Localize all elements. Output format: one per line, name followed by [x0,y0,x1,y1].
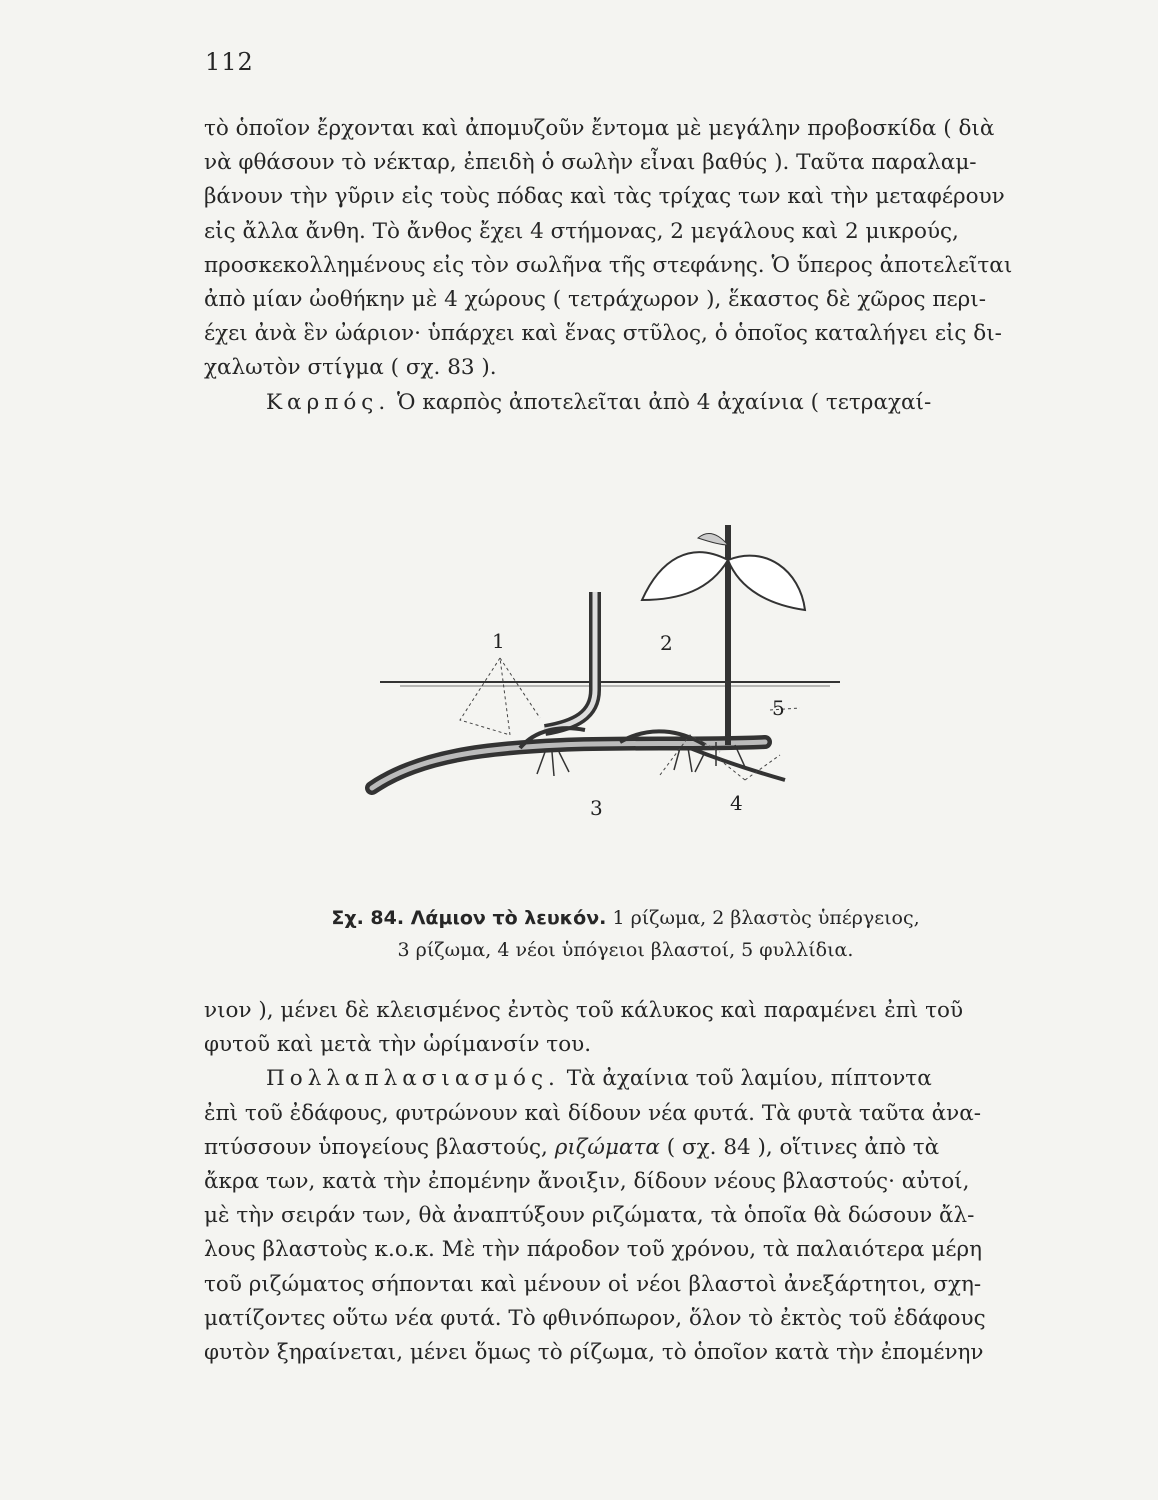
text-line: ἄκρα των, κατὰ τὴν ἐπομένην ἄνοιξιν, δίδουν νέους βλαστούς· αὐτοί, [204,1169,970,1195]
text-line: τοῦ ριζώματος σήπονται καὶ μένουν οἱ νέοι βλαστοὶ ἀνεξάρτητοι, σχη- [204,1271,982,1297]
text-line [204,1131,1047,1165]
leader-lines [460,658,800,780]
propagation-heading: Πολλαπλασιασμός. [266,1066,560,1092]
text-line: ἀπὸ μίαν ὠοθήκην μὲ 4 χώρους ( τετράχωρον ), ἕκαστος δὲ χῶρος περι- [204,287,986,313]
leaf [728,556,805,610]
figure-label-4: 4 [730,791,743,815]
line-segment: ( σχ. 84 ), οἵτινες ἀπὸ τὰ [666,1134,940,1160]
figure-label-1: 1 [492,629,505,653]
fruit-heading: Καρπός. [266,389,391,415]
text-line: λους βλαστοὺς κ.ο.κ. Μὲ τὴν πάροδον τοῦ χρόνου, τὰ παλαιότερα μέρη [204,1237,982,1263]
propagation-line1: Τὰ ἀχαίνια τοῦ λαμίου, πίπτοντα [566,1066,932,1092]
caption-line1-text: 1 ρίζωμα, 2 βλαστὸς ὑπέργειος, [612,907,920,929]
text-line: φυτοῦ καὶ μετὰ τὴν ὡρίμανσίν του. [204,1032,592,1058]
text-line: νὰ φθάσουν τὸ νέκταρ, ἐπειδὴ ὁ σωλὴν εἶναι βαθύς ). Ταῦτα παραλαμ- [204,150,977,176]
text-block-top [204,112,1047,420]
caption-prefix: Σχ. 84. Λάμιον τὸ λευκόν. [331,907,607,929]
leaf [642,552,728,600]
caption-line-2: 3 ρίζωμα, 4 νέοι ὑπόγειοι βλαστοί, 5 φυλλίδια. [397,939,854,961]
text-line: εἰς ἄλλα ἄνθη. Τὸ ἄνθος ἔχει 4 στήμονας, 2 μεγάλους καὶ 2 μικρούς, [204,218,959,244]
caption-line-1 [204,902,1047,934]
text-line: έχει ἀνὰ ἓν ὠάριον· ὑπάρχει καὶ ἕνας στῦλος, ὁ ὁποῖος καταλήγει εἰς δι- [204,321,1002,347]
text-line: προσκεκολλημένους εἰς τὸν σωλῆνα τῆς στεφάνης. Ὁ ὕπερος ἀποτελεῖται [204,252,1013,278]
text-line: φυτὸν ξηραίνεται, μένει ὅμως τὸ ρίζωμα, τὸ ὁποῖον κατὰ τὴν ἐπομένην [204,1340,984,1366]
text-line: ἐπὶ τοῦ ἐδάφους, φυτρώνουν καὶ δίδουν νέα φυτά. Τὰ φυτὰ ταῦτα ἀνα- [204,1100,982,1126]
figure-label-3: 3 [590,796,603,820]
text-line: χαλωτὸν στίγμα ( σχ. 83 ). [204,355,497,381]
fruit-text: Ὁ καρπὸς ἀποτελεῖται ἀπὸ 4 ἀχαίνια ( τετραχαί- [397,389,932,415]
text-block-bottom [204,994,1047,1370]
emphasis-term: ριζώματα [554,1134,660,1160]
rhizome-main [372,742,765,788]
text-line: τὸ ὁποῖον ἔρχονται καὶ ἀπομυζοῦν ἔντομα μὲ μεγάλην προβοσκίδα ( διὰ [204,116,995,141]
line-segment: πτύσσουν ὑπογείους βλαστούς, [204,1134,548,1160]
figure-lamium-rhizome [360,520,850,820]
leaf [698,534,728,545]
figure-label-2: 2 [660,631,673,655]
figure-label-5: 5 [772,696,785,720]
propagation-line [204,1062,1047,1096]
text-line: νιον ), μένει δὲ κλεισμένος ἐντὸς τοῦ κάλυκος καὶ παραμένει ἐπὶ τοῦ [204,998,964,1023]
fruit-paragraph [204,386,1047,420]
figure-caption [204,902,1047,966]
text-line: βάνουν τὴν γῦριν εἰς τοὺς πόδας καὶ τὰς τρίχας των καὶ τὴν μεταφέρουν [204,184,1005,210]
text-line: μὲ τὴν σειράν των, θὰ ἀναπτύξουν ριζώματα, τὰ ὁποῖα θὰ δώσουν ἄλ- [204,1203,975,1229]
text-line: ματίζοντες οὕτω νέα φυτά. Τὸ φθινόπωρον, ὅλον τὸ ἐκτὸς τοῦ ἐδάφους [204,1305,986,1331]
page-number: 112 [205,48,254,76]
